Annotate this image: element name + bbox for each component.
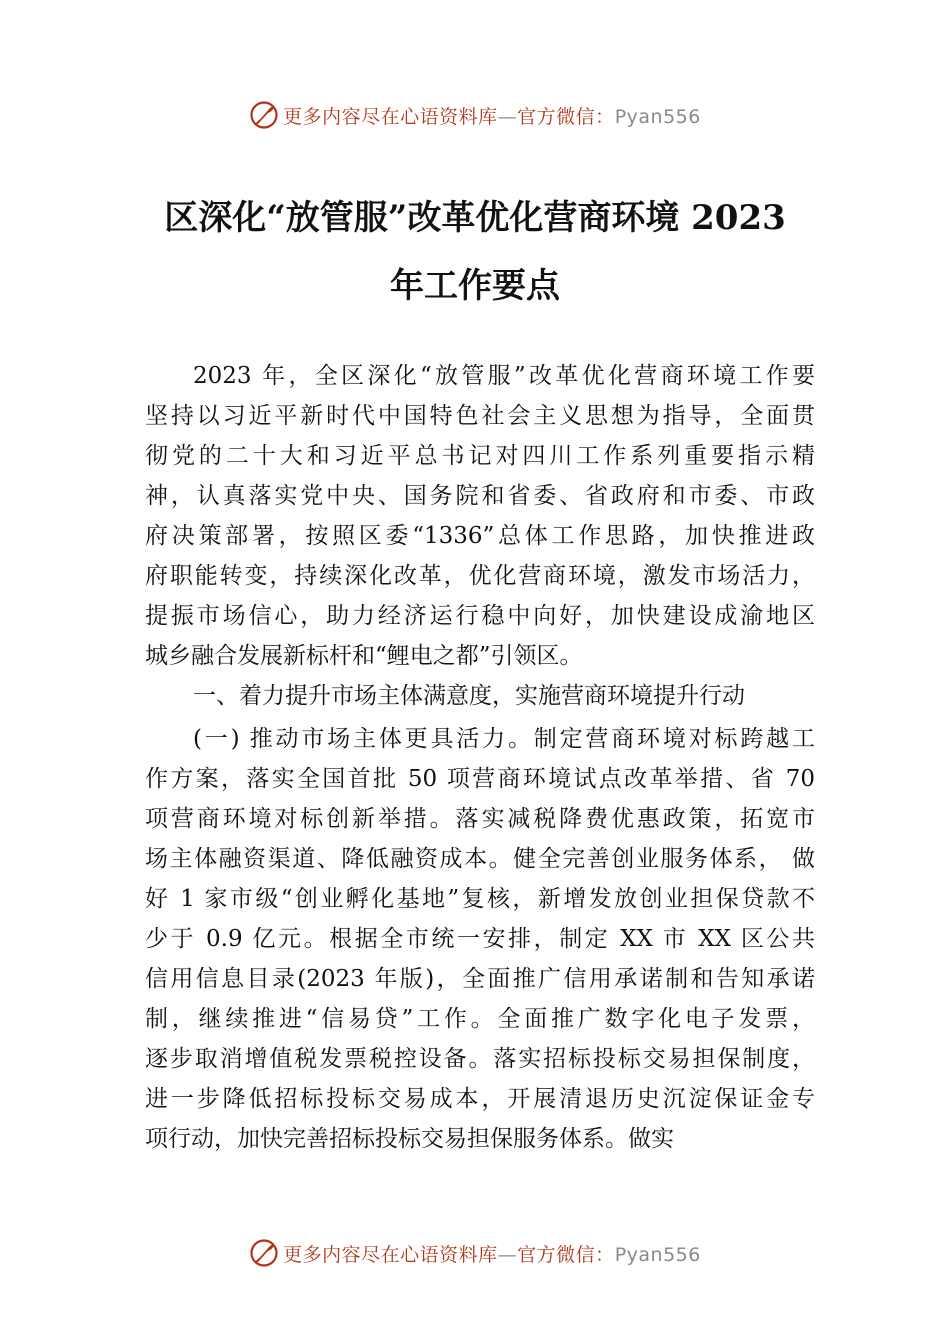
watermark-separator: — <box>497 1243 518 1266</box>
body-line: 作方案，落实全国首批 50 项营商环境试点改革举措、省 70 <box>145 766 815 792</box>
document-title-line-1: 区深化“放管服”改革优化营商环境 2023 <box>164 198 786 238</box>
body-line: 好 1 家市级“创业孵化基地”复核，新增发放创业担保贷款不 <box>145 886 815 912</box>
document-title-line-2: 年工作要点 <box>390 266 560 306</box>
header-watermark <box>0 95 950 135</box>
body-line: 场主体融资渠道、降低融资成本。健全完善创业服务体系， 做 <box>145 846 815 872</box>
body-line: (一) 推动市场主体更具活力。制定营商环境对标跨越工 <box>193 726 815 752</box>
watermark-wechat-label: 官方微信： <box>517 1243 615 1266</box>
body-line: 少于 0.9 亿元。根据全市统一安排，制定 XX 市 XX 区公共 <box>145 926 815 952</box>
watermark-brand: 更多内容尽在心语资料库 <box>283 105 498 128</box>
body-line: 信用信息目录(2023 年版)，全面推广信用承诺制和告知承诺 <box>145 966 815 992</box>
body-line: 进一步降低招标投标交易成本，开展清退历史沉淀保证金专 <box>145 1086 815 1112</box>
watermark-text <box>283 102 701 129</box>
watermark-wechat-id: Pyan556 <box>614 105 701 128</box>
body-line: 制，继续推进“信易贷”工作。全面推广数字化电子发票， <box>145 1006 815 1032</box>
watermark-text <box>283 1240 701 1267</box>
footer-watermark <box>0 1233 950 1273</box>
body-line: 项行动，加快完善招标投标交易担保服务体系。做实 <box>145 1126 674 1152</box>
quill-pen-logo-icon <box>249 1238 279 1268</box>
body-line: 逐步取消增值税发票税控设备。落实招标投标交易担保制度， <box>145 1046 815 1072</box>
watermark-separator: — <box>497 105 518 128</box>
body-line: 提振市场信心，助力经济运行稳中向好，加快建设成渝地区 <box>145 603 815 629</box>
body-line: 项营商环境对标创新举措。落实减税降费优惠政策，拓宽市 <box>145 806 815 832</box>
body-line: 坚持以习近平新时代中国特色社会主义思想为指导，全面贯 <box>145 403 815 429</box>
watermark-wechat-label: 官方微信： <box>517 105 615 128</box>
body-line: 府职能转变，持续深化改革，优化营商环境，激发市场活力， <box>145 563 815 589</box>
watermark-wechat-id: Pyan556 <box>614 1243 701 1266</box>
section-heading: 一、着力提升市场主体满意度，实施营商环境提升行动 <box>193 683 745 709</box>
body-line: 神，认真落实党中央、国务院和省委、省政府和市委、市政 <box>145 483 815 509</box>
body-line: 彻党的二十大和习近平总书记对四川工作系列重要指示精 <box>145 443 815 469</box>
body-line: 城乡融合发展新标杆和“鲤电之都”引领区。 <box>145 643 583 669</box>
body-line: 府决策部署，按照区委“1336”总体工作思路，加快推进政 <box>145 523 815 549</box>
watermark-brand: 更多内容尽在心语资料库 <box>283 1243 498 1266</box>
body-line: 2023 年，全区深化“放管服”改革优化营商环境工作要 <box>193 363 815 389</box>
quill-pen-logo-icon <box>249 100 279 130</box>
